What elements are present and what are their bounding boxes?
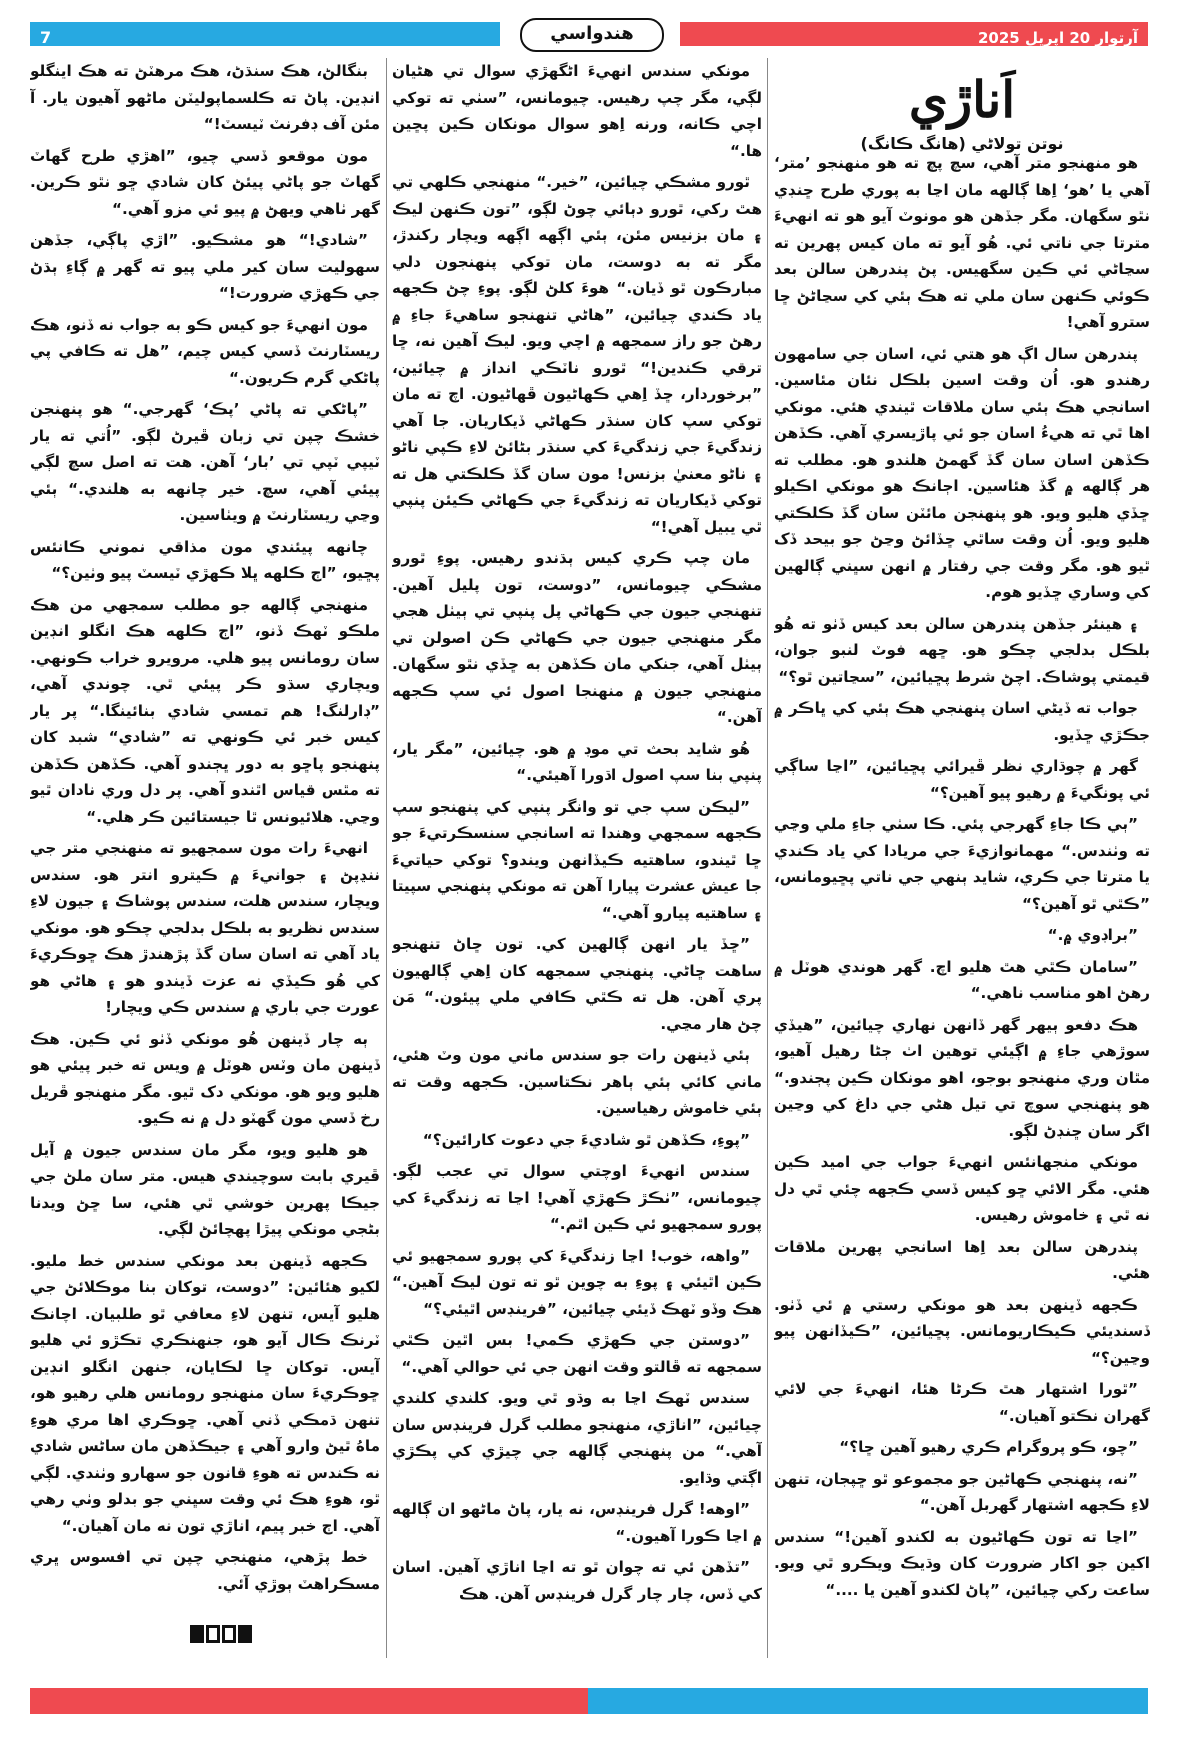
article-paragraph: ”نه، پنهنجي ڪهاڻين جو مجموعو ٿو ڇپجان، تنهن لاءِ ڪجهه اشتهار گهربل آهن.“	[774, 1469, 1150, 1514]
article-title: اَناڙي	[908, 70, 1016, 129]
article-paragraph: ”دوستن جي ڪهڙي ڪمي! بس اٿين ڪٿي سمجهه ته ڦالتو وقت انهن جي ئي حوالي آهي.“	[392, 1331, 762, 1376]
article-byline: نوتن تولاڻي (هانگ ڪانگ)	[860, 134, 1064, 153]
article-paragraph: ”ڇڏ يار انهن ڳالهين کي. تون ڇاڻ تنهنجو ساهت ڇاڻي. پنهنجي سمجهه کان اِهي ڳالهيون پري آهن. هل ته ڪٿي ڪافي ملي پيئون.“ مَن چڻ هار مڃي.	[392, 935, 762, 1033]
article-column-3	[30, 58, 380, 1658]
end-of-article-mark	[190, 1625, 252, 1643]
article-paragraph: ”واهه، خوب! اڃا زندگيءَ کي پورو سمجهيو ئي ڪين اٿيئي ۽ پوءِ به چوين ٿو ته تون ليڪ آهين.“ هڪ وڏو ٽهڪ ڏيئي چيائين، ”فرينڊس اٿيئي؟“	[392, 1246, 762, 1318]
page-number: 7	[40, 28, 52, 47]
article-paragraph: ”چو، ڪو پروگرام ڪري رهيو آهين ڇا؟“	[839, 1438, 1138, 1456]
article-paragraph: ڪجهه ڏينهن بعد مونکي سندس خط مليو. لکيو هئائين: ”دوست، توکان بنا موڪلائڻ جي هليو آيس، تنهن لاءِ معافي ٿو طلبيان. اچانڪ ٽرنڪ ڪال آيو هو، جنهنڪري تڪڙو ئي هليو آيس. توکان ڇا لڪايان، جنهن انگلو انڊين ڇوڪريءَ سان منهنجو رومانس هلي رهيو هو، تنهن ڌمڪي ڏني آهي. ڇوڪري اها مري هوءِ ماهُ ٿيڻ وارو آهي ۽ جيڪڏهن مان ساڻس شادي نه ڪندس ته هوءِ قانون جو سهارو وٺندي. لڳي ٿو، هوءِ هڪ ئي وقت سڀني جو بدلو وٺي رهي آهي. اڄ خبر پيم، اناڙي تون نه مان آهيان.“	[30, 1251, 380, 1535]
article-paragraph: ٿورو مشڪي چيائين، ”خير.“ منهنجي ڪلهي تي هٿ رکي، ٿورو دٻائي چوڻ لڳو، ”تون ڪنهن ليڪ ۽ مان بزنيس مئن، ٻئي اڳهه اڳهه ويچار رکندڙ، مگر ته به دوست، مان توکي پنهنجون دلي مبارڪون ٿو ڏيان.“ هوءَ کلڻ لڳو. پوءِ چڻ ڪجهه ياد ڪندي چيائين، ”هاڻي تنهنجو ساهيءَ جاءِ ۾ رهڻ جو راز سمجهه ۾ اچي ويو. ليڪ آهين نه، ڇا ترقي ڪندين!“ ٿورو ناٽڪي انداز ۾ چيائين، ”برخوردار، ڇڏ اِهي ڪهاڻيون ڦهاڻيون. اچ ته مان توکي سپ کان سنڌر ڪهاڻي ڏيکاريان. جا آهي زندگيءَ جي زندگيءَ کي سنڌر بڻائڻ لاءِ ڪپي ناڻو ۽ ناڻو معنيٰ بزنس! مون سان گڏ ڪلڪتي هل ته توکي ڏيکاريان ته زندگيءَ جي ڪهاڻي ڪيئن پنپي ٿي يبيل آهي!“	[392, 173, 762, 536]
issue-date: آرتوار 20 اپريل 2025	[977, 29, 1138, 47]
article-paragraph: خط پڙهي، منهنجي چپن تي افسوس ڀري مسڪراهٽ ٻوڙي آئي.	[30, 1548, 380, 1593]
article-paragraph: هو هليو ويو، مگر مان سندس جيون ۾ آيل ڦيري بابت سوچيندي هيس. متر سان ملڻ جي جيڪا پهرين خوشي ٿي هئي، سا ڇڻ ويدنا بڻجي مونکي پيڙا پهچائڻ لڳي.	[30, 1140, 380, 1238]
article-paragraph: ٻئي ڏينهن رات جو سندس ماني مون وٽ هئي، ماني کائي ٻئي ٻاهر نڪتاسين. ڪجهه وقت ته ٻئي خاموش رهياسين.	[392, 1046, 762, 1117]
article-paragraph: پندرهن سالن بعد اِها اسانجي پهرين ملاقات هئي.	[774, 1237, 1150, 1282]
header-bar-blue	[30, 22, 500, 46]
article-paragraph: منهنجي ڳالهه جو مطلب سمجهي من هڪ ملڪو ٽهڪ ڏنو، ”اڄ ڪلهه هڪ انگلو انڊين سان رومانس پيو هلي. مرويرو خراب ڪونهي. ويچاري سڌو ڪر پيئي ٿي. چوندي آهي، ”ڊارلنگ! هم تمسي شادي بنائينگا.“ پر يار کيس خبر ئي ڪونهي ته ”شادي“ شبد کان پنهنجو پاڇو به دور ڀڄندو آهي. ڪڏهن ڪڏهن ته مٿس قياس اٿندو آهي. پر دل وري نادان ٿيو وڃي. هلائيونس ٿا جيستائين ڪر هلي.“	[30, 595, 380, 826]
article-paragraph: ”سامان ڪٿي هٿ هليو اچ. گهر هوندي هوٽل ۾ رهڻ اهو مناسب ناهي.“	[774, 957, 1150, 1002]
article-paragraph: مونکي سندس انهيءَ اڻگهڙي سوال تي هڻيان لڳي، مگر چپ رهيس. چيومانس، ”سٺي ته توکي اچي ڪانه، ورنه اِهو سوال مونکان ڪين پڇين ها.“	[392, 62, 762, 160]
article-paragraph: مونکي منجهانئس انهيءَ جواب جي اميد ڪين هئي. مگر الائي ڇو کيس ڏسي ڪجهه چئي ٿي دل نه ٿي ۽ خاموش رهيس.	[774, 1153, 1150, 1224]
article-paragraph: مون انهيءَ جو کيس ڪو به جواب نه ڏنو، هڪ ريسٽارنٽ ڏسي کيس چيم، ”هل ته ڪافي پي پاڻکي گرم ڪريون.“	[30, 315, 380, 387]
article-paragraph: ”اوهه! گرل فرينڊس، نه يار، پاڻ ماڻهو ان ڳالهه ۾ اڃا ڪورا آهيون.“	[392, 1500, 762, 1545]
column-divider	[767, 58, 768, 1658]
page-header	[30, 18, 1148, 46]
article-paragraph: ڪجهه ڏينهن بعد هو مونکي رستي ۾ ئي ڏٺو. ڏسنديئي ڪيڪاريومانس. پڇيائين، ”ڪيڏانهن پيو وڃين؟“	[774, 1295, 1150, 1367]
article-paragraph: سندس انهيءَ اوچتي سوال تي عجب لڳو. چيومانس، ”ٺڪڙ ڪهڙي آهي! اڃا ته زندگيءَ کي پورو سمجهيو ئي ڪين اٿم.“	[392, 1162, 762, 1233]
article-paragraph: ”براڊوي ۾.“	[1047, 926, 1138, 944]
article-paragraph: ”اڃا ته تون ڪهاڻيون به لکندو آهين!“ سندس اکين جو اکار ضرورت کان وڌيڪ ويڪرو ٿي ويو. ساعت رکي چيائين، ”پاڻ لکندو آهين يا ....“	[774, 1527, 1150, 1599]
article-column-1	[774, 150, 1150, 1658]
page-footer	[30, 1688, 1148, 1714]
article-paragraph: ”ليڪن سپ جي تو وانگر پنپي کي پنهنجو سپ ڪجهه سمجهي وهندا ته اسانجي سنسڪرتيءَ جو ڇا ٿيندو، ساهتيه ڪيڏانهن ويندو؟ توکي حياتيءَ جا عيش عشرت پيارا آهن ته مونکي پنهنجي سپيتا ۽ ساهتيه پيارو آهي.“	[392, 797, 762, 922]
article-paragraph: مون موقعو ڏسي چيو، ”اهڙي طرح گهاٽ گهاٽ جو پاڻي پيئڻ کان شادي ڇو نٿو ڪرين. گهر ٺاهي ويهڻ ۾ پيو ئي مزو آهي.“	[30, 146, 380, 218]
article-paragraph: جواب ته ڏيڻي اسان پنهنجي هڪ ٻئي کي ڀاڪر ۾ جڪڙي ڇڏيو.	[774, 699, 1150, 744]
article-paragraph: ”پاڻکي ته پاڻي ’پڪ‘ گهرجي.“ هو پنهنجن خشڪ چپن تي زبان ڦيرڻ لڳو. ”اُتي ته يار ٽيپي ٽپي تي ’بار‘ آهن. هت ته اصل سچ لڳي پيئي آهي، سچ. خير چانهه به هلندي.“ ٻئي وڃي ريسٽارنٽ ۾ ويٺاسين.	[30, 400, 380, 524]
footer-bar-blue	[588, 1688, 1148, 1714]
article-paragraph: هو منهنجو متر آهي، سچ پچ ته هو منهنجو ’متر‘ آهي يا ’هو‘ اِها ڳالهه مان اڃا به پوري طرح ڇنڊي نٿو سگهان. مگر جڏهن هو مونوٽ آيو هو ته انهيءَ مترتا جي ناتي ئي. هُو آيو ته مان کيس پهرين ته سڃاڻي ئي ڪين سگهيس. پڻ پندرهن سالن بعد ڪوئي ڪنهن سان ملي ته هڪ ٻئي کي سڃاڻڻ ڇا سترو آهي!	[774, 154, 1150, 331]
newspaper-masthead: هندواسي	[520, 18, 664, 52]
article-paragraph: سندس ٽهڪ اڃا به وڌو ٿي ويو. کلندي کلندي چيائين، ”اناڙي، منهنجو مطلب گرل فرينڊس سان آهي.“ من پنهنجي ڳالهه جي چيڙي کي پڪڙي اڳتي وڌايو.	[392, 1389, 762, 1487]
article-paragraph: ٻه چار ڏينهن هُو مونکي ڏٺو ئي ڪين. هڪ ڏينهن مان وٽس هوٽل ۾ ويس ته خبر پيئي هو هليو ويو هو. مونکي دک ٿيو. مگر منهنجو ڦريل رخ ڏسي مون گهٽو دل ۾ نه ڪيو.	[30, 1029, 380, 1127]
article-paragraph: ”ٿورا اشتهار هٿ ڪرڻا هئا، انهيءَ جي لائي گهران نڪتو آهيان.“	[774, 1380, 1150, 1425]
article-paragraph: ”تڏهن ئي ته چوان ٿو ته اڃا اناڙي آهين. اسان کي ڏس، چار چار گرل فرينڊس آهن. هڪ	[392, 1558, 762, 1603]
header-bar-red	[680, 22, 1148, 46]
article-paragraph: ”شادي!“ هو مشڪيو. ”اڙي پاڳي، جڏهن سهوليت سان کير ملي پيو ته گهر ۾ ڳاءِ ٻڌڻ جي ڪهڙي ضرورت!“	[30, 231, 380, 302]
article-paragraph: ”پوءِ، ڪڏهن ٿو شاديءَ جي دعوت کارائين؟“	[422, 1130, 750, 1149]
article-paragraph: پندرهن سال اڳ هو هتي ئي، اسان جي سامهون رهندو هو. اُن وقت اسين بلڪل نئان مئاسين. اسانجي هڪ ٻئي سان ملاقات ٿيندي هئي. مونکي اها ٿي ته هيءُ اسان جو ئي پاڙيسري آهي. ڪڏهن ڪڏهن اسان سان گڏ گهمڻ هلندو هو. مطلب ته هر ڳالهه ۾ گڏ هئاسين. اڄانڪ هو مونکي اڪيلو ڇڏي هليو ويو. هو پنهنجن مائٽن سان گڏ ڪلڪتي هليو ويو. اُن وقت ساٿي ڇڏائڻ وڃڻ جو بيحد ڏک ٿيو هو. مگر وقت جي رفتار ۾ انهن سڀني ڳالهين کي وساري ڇڏيو هوم.	[774, 344, 1150, 601]
column-divider	[386, 58, 387, 1658]
article-paragraph: چانهه پيئندي مون مذاقي نموني ڪانئس پڇيو، ”اڄ ڪلهه ڀلا ڪهڙي ٽيسٽ پيو وٺين؟“	[30, 537, 380, 582]
article-paragraph: انهيءَ رات مون سمجهيو ته منهنجي متر جي ننڍپڻ ۽ جوانيءَ ۾ ڪيترو انتر هو. سندس ويچار، سندس هلت، سندس پوشاڪ ۽ جيون لاءِ سندس نظريو به بلڪل بدلجي چڪو هو. مونکي ياد آهي ته اسان سان گڏ پڙهندڙ هڪ ڇوڪريءَ کي هُو ڪيڏي نه عزت ڏيندو هو ۽ هاڻي هو عورت جي باري ۾ سندس ڪي ويچار!	[30, 839, 380, 1016]
article-paragraph: گهر ۾ چوڌاري نظر ڦيرائي پڇيائين، ”اڃا ساڳي ئي پونگيءَ ۾ رهيو پيو آهين؟“	[774, 757, 1150, 802]
article-column-2	[392, 58, 762, 1658]
article-paragraph: هُو شايد بحث تي موڊ ۾ هو. چيائين، ”مگر يار، پنپي بنا سپ اصول اڌورا آهيئي.“	[392, 739, 762, 784]
article-paragraph: ۽ هينئر جڏهن پندرهن سالن بعد کيس ڏٺو ته هُو بلڪل بدلجي چڪو هو. ڇهه فوٽ لنبو جوان، قيمتي پوشاڪ. اچڻ شرط پڇيائين، ”سڃاتين ٿو؟“	[774, 614, 1150, 686]
article-paragraph: مان چپ ڪري کيس ٻڌندو رهيس. پوءِ ٿورو مشڪي چيومانس، ”دوست، تون پليل آهين. تنهنجي جيون جي ڪهاڻي پل پنپي تي ٻيٺل هجي مگر منهنجي جيون جي ڪهاڻي ڪن اصولن تي ٻيٺل آهي، جنکي مان ڪڏهن به ڇڏي نٿو سگهان. منهنجي جيون ۾ منهنجا اصول ئي سپ ڪجهه آهن.“	[392, 549, 762, 726]
article-paragraph: ”ٻي ڪا جاءِ گهرجي پئي. ڪا سٺي جاءِ ملي وڃي ته وٺندس.“ مهمانوازيءَ جي مريادا کي ياد ڪندي يا مترتا جي ڪري، شايد ٻنهي جي ناتي پڇيومانس، ”ڪٿي ٿو آهين؟“	[774, 815, 1150, 913]
article-paragraph: هڪ دفعو ٻيهر گهر ڏانهن نهاري چيائين، ”هيڏي سوڙهي جاءِ ۾ اڳيئي توهين اٺ ڄڻا رهيل آهيو، مٿان وري منهنجو بوجو، اهو مونکان ڪين پڄندو.“ هو پنهنجي سوچ تي تيل هڻي جي داغ کي وڃين اگر سان ڇنڊڻ لڳو.	[774, 1015, 1150, 1140]
footer-bar-red	[30, 1688, 588, 1714]
article-paragraph: بنگالڻ، هڪ سنڌڻ، هڪ مرهٽڻ ته هڪ اينگلو انڊين. پاڻ ته ڪلسماپوليٽن ماڻهو آهيون يار. آ مئن آف ڊفرنٽ ٽيسٽ!“	[30, 62, 380, 133]
